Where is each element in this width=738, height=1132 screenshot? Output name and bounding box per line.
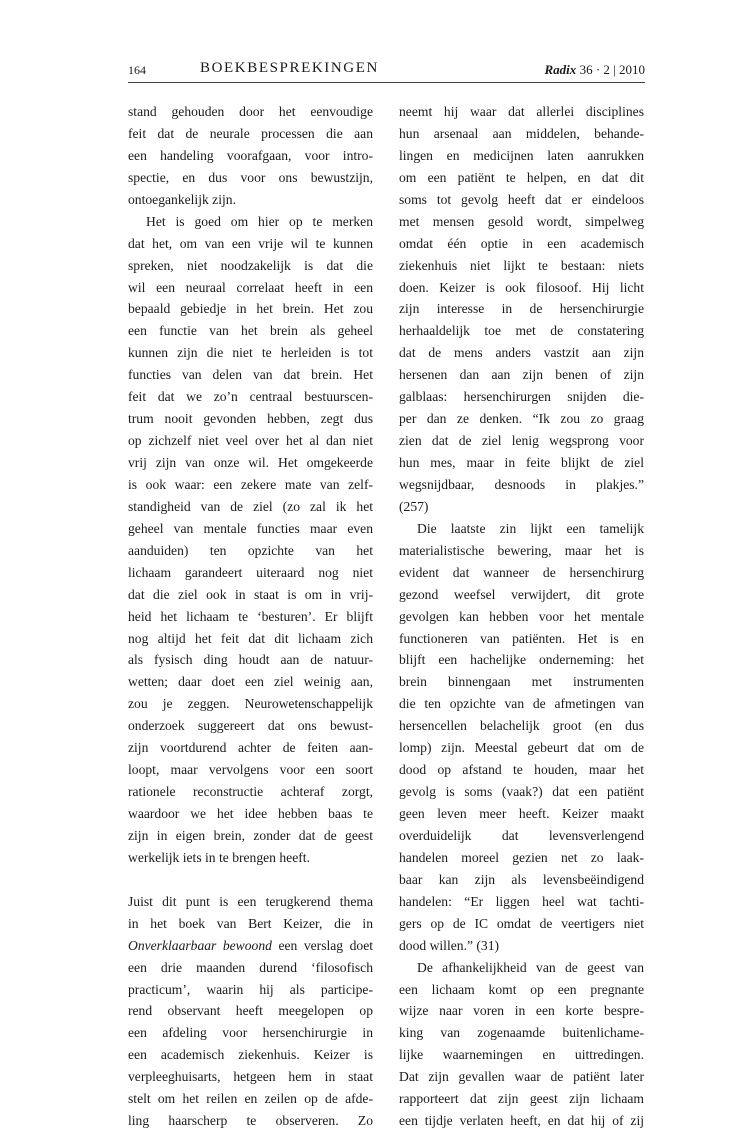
text-line: handelen: “Er liggen heel wat tachti- bbox=[399, 893, 644, 909]
text-line: functies van delen van dat brein. Het bbox=[128, 367, 373, 383]
journal-name: Radix bbox=[544, 62, 577, 77]
text-line: op zichzelf niet veel over het al dan niet bbox=[128, 433, 373, 449]
text-line: materialistische bewering, maar het is bbox=[399, 542, 644, 558]
text-line: loopt, maar vervolgens voor een soort bbox=[128, 762, 373, 778]
text-line: bepaald gebiedje in het brein. Het zou bbox=[128, 301, 373, 317]
text-line: wil een neuraal correlaat heeft in een bbox=[128, 279, 373, 295]
text-line: handelen moreel gezien net zo laak- bbox=[399, 849, 644, 865]
text-line: dood willen.” (31) bbox=[399, 937, 500, 953]
text-line: vrij zijn van onze wil. Het omgekeerde bbox=[128, 455, 373, 470]
text-line: dood op afstand te houden, maar het bbox=[399, 762, 644, 778]
text-line: Juist dit punt is een terugkerend thema bbox=[128, 893, 373, 909]
text-line: gezond weefsel verwijdert, dit grote bbox=[399, 586, 644, 602]
text-line: hersenen dan aan zijn benen of zijn bbox=[399, 367, 644, 383]
text-line: zien dat de ziel lenig wegsprong voor bbox=[399, 433, 644, 449]
text-line: Die laatste zin lijkt een tamelijk bbox=[417, 520, 644, 536]
text-line: wegsnijdbaar, desnoods in plakjes.” bbox=[399, 476, 644, 492]
text-line: nog altijd het feit dat dit lichaam zich bbox=[128, 630, 373, 646]
text-line: hun mes, maar in feite blijkt de ziel bbox=[399, 455, 644, 470]
text-line: neemt hij waar dat allerlei disciplines bbox=[399, 104, 644, 119]
text-line: een drie maanden durend ‘filosofisch bbox=[128, 959, 373, 975]
text-line: dat het, om van een vrije wil te kunnen bbox=[128, 235, 373, 251]
text-line: brein binnengaan met instrumenten bbox=[399, 674, 644, 690]
running-header bbox=[128, 60, 645, 83]
text-line: een tijdje verlaten heeft, en dat hij of zij bbox=[399, 1113, 644, 1129]
text-line: overduidelijk dat levensverlengend bbox=[399, 827, 644, 843]
text-line: ziekenhuis niet lijkt te bestaan: niets bbox=[399, 257, 644, 273]
text-line: zijn in eigen brein, zonder dat de geest bbox=[128, 827, 373, 843]
text-line: stand gehouden door het eenvoudige bbox=[128, 104, 373, 119]
text-line: doen. Keizer is ook filosoof. Hij licht bbox=[399, 279, 644, 295]
book-title: Onverklaarbaar bewoond bbox=[128, 937, 272, 953]
text-line: gevolgen kan hebben voor het mentale bbox=[399, 608, 644, 624]
text-line: een afdeling voor hersenchirurgie in bbox=[128, 1025, 373, 1041]
text-line: een academisch ziekenhuis. Keizer is bbox=[128, 1047, 373, 1063]
text-line: (257) bbox=[399, 498, 429, 514]
text-line: galblaas: hersenchirurgen snijden die- bbox=[399, 389, 644, 405]
text-line: functioneren van patiënten. Het is en bbox=[399, 630, 644, 646]
text-line: wijze naar voren in een korte bespre- bbox=[399, 1003, 644, 1019]
text-line: om een patiënt te helpen, en dat dit bbox=[399, 169, 644, 185]
text-line bbox=[128, 935, 373, 957]
text-line: dat die ziel ook in staat is om in vrij- bbox=[128, 586, 373, 602]
text-line: stelt om het reilen en zeilen op de afde- bbox=[128, 1091, 373, 1107]
text-line: werkelijk iets in te brengen heeft. bbox=[128, 849, 310, 865]
text-line: spreken, niet noodzakelijk is dat die bbox=[128, 257, 373, 273]
text-line: een handeling voorafgaan, voor intro- bbox=[128, 147, 373, 163]
text-line: spectie, en dus voor ons bewustzijn, bbox=[128, 169, 373, 185]
text-line: feit dat de neurale processen die aan bbox=[128, 125, 373, 141]
text-line: omdat één optie in een academisch bbox=[399, 235, 644, 251]
text-line: Het is goed om hier op te merken bbox=[146, 213, 373, 229]
text-line: heid het lichaam te ‘besturen’. Er blijft bbox=[128, 608, 373, 624]
text-line: dat de mens anders vastzit aan zijn bbox=[399, 345, 644, 361]
text-line: is ook waar: een zekere mate van zelf- bbox=[128, 476, 373, 492]
text-line: een lichaam komt op een pregnante bbox=[399, 981, 644, 997]
text-line: per dan ze denken. “Ik zou zo graag bbox=[399, 411, 644, 427]
text-line: lijke waarnemingen en uittredingen. bbox=[399, 1047, 644, 1063]
text-line: aanduiden) ten opzichte van het bbox=[128, 542, 373, 558]
text-line: rapporteert dat zijn geest zijn lichaam bbox=[399, 1091, 644, 1107]
text-line: zijn voortdurend achter de feiten aan- bbox=[128, 740, 373, 756]
text-line: gers op de IC omdat de veertigers niet bbox=[399, 915, 644, 931]
text-line: rend observant heeft meegelopen op bbox=[128, 1003, 373, 1019]
text-line: De afhankelijkheid van de geest van bbox=[417, 959, 644, 975]
right-column bbox=[399, 101, 644, 1132]
text-line: feit dat we zo’n centraal bestuurscen- bbox=[128, 389, 373, 405]
text-line: geen leven meer heeft. Keizer maakt bbox=[399, 806, 644, 821]
section-title: BOEKBESPREKINGEN bbox=[200, 60, 379, 76]
paragraph-gap bbox=[128, 869, 373, 891]
text-line: rationele reconstructie achteraf zorgt, bbox=[128, 784, 373, 800]
text-line: ontoegankelijk zijn. bbox=[128, 191, 236, 207]
text-line: lichaam garandeert uiteraard nog niet bbox=[128, 564, 373, 580]
text-line: die ten opzichte van de afmetingen van bbox=[399, 696, 644, 712]
text-line: zijn interesse in de hersenchirurgie bbox=[399, 301, 644, 317]
text-line: ling haarscherp te observeren. Zo bbox=[128, 1113, 373, 1129]
text-line: als fysisch ding houdt aan de natuur- bbox=[128, 652, 373, 668]
text-line: verpleeghuisarts, hetgeen hem in staat bbox=[128, 1069, 373, 1085]
text-line: zou je zeggen. Neurowetenschappelijk bbox=[128, 696, 373, 712]
left-column bbox=[128, 101, 373, 1132]
text-line: standigheid van de ziel (zo zal ik het bbox=[128, 498, 373, 514]
text-line: lomp) zijn. Meestal gebeurt dat om de bbox=[399, 740, 644, 756]
text-line: waardoor we het idee hebben baas te bbox=[128, 806, 373, 821]
journal-issue: 36 · 2 | 2010 bbox=[576, 62, 645, 77]
text-line: baar kan zijn als levensbeëindigend bbox=[399, 871, 644, 887]
text-line: lingen en medicijnen laten aanrukken bbox=[399, 147, 644, 163]
text-line: Dat zijn gevallen waar de patiënt later bbox=[399, 1069, 644, 1085]
text-line: met mensen gesold wordt, simpelweg bbox=[399, 213, 644, 229]
text-line: blijft een hachelijke onderneming: het bbox=[399, 652, 644, 668]
text-line: trum nooit gevonden hebben, zegt dus bbox=[128, 411, 373, 427]
text-line: kunnen zijn die niet te herleiden is tot bbox=[128, 345, 373, 361]
text-line: herhaaldelijk toe met de constatering bbox=[399, 323, 644, 339]
text-line: gevolg is soms (vaak?) dat een patiënt bbox=[399, 784, 644, 800]
text-line: practicum’, waarin hij als participe- bbox=[128, 981, 373, 997]
text-line: in het boek van Bert Keizer, die in bbox=[128, 915, 373, 931]
text-fragment: een verslag doet bbox=[271, 937, 373, 953]
page-number: 164 bbox=[128, 63, 146, 77]
text-line: wetten; daar doet een ziel weinig aan, bbox=[128, 674, 373, 690]
text-line: king van zogenaamde buitenlichame- bbox=[399, 1025, 644, 1041]
text-line: soms tot gevolg heeft dat er eindeloos bbox=[399, 191, 644, 207]
journal-citation bbox=[545, 62, 645, 78]
text-line: hersencellen belachelijk groot (en dus bbox=[399, 718, 644, 734]
text-line: evident dat wanneer de hersenchirurg bbox=[399, 564, 644, 580]
text-line: hun arsenaal aan middelen, behande- bbox=[399, 125, 644, 141]
text-line: onderzoek suggereert dat ons bewust- bbox=[128, 718, 373, 734]
text-line: geheel van mentale functies maar even bbox=[128, 520, 373, 536]
text-line: een functie van het brein als geheel bbox=[128, 323, 373, 339]
